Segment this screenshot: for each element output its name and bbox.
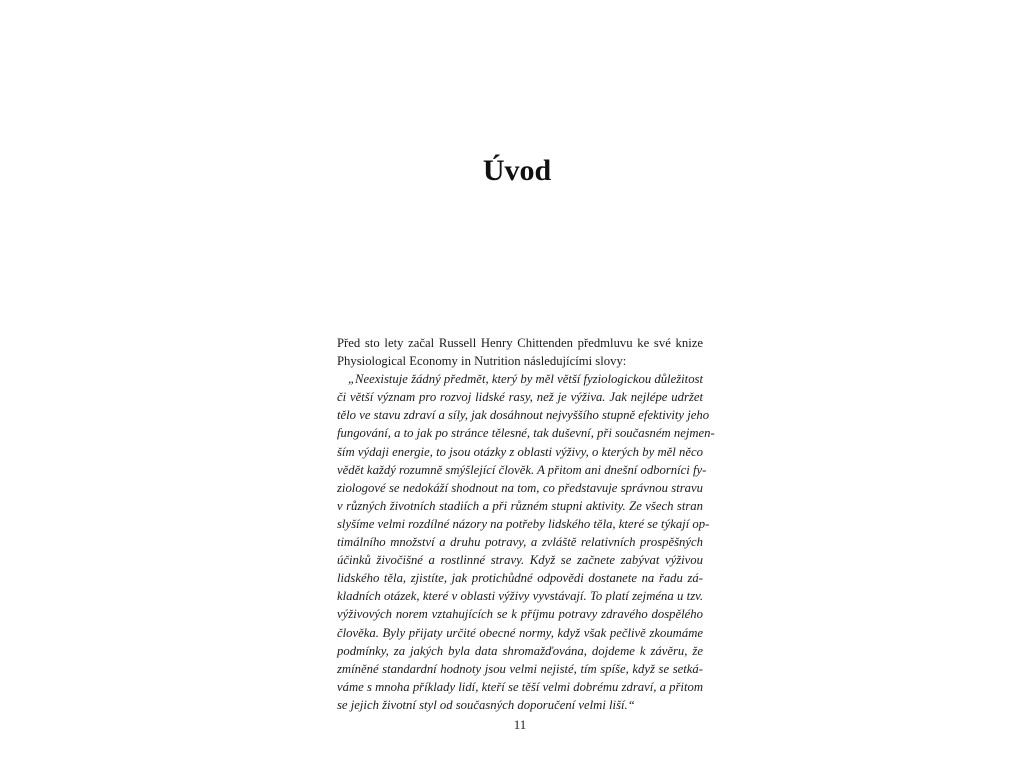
quote-line: slyšíme velmi rozdílné názory na potřeby lidského těla, které se týkají op- [337, 516, 710, 531]
intro-line: Physiological Economy in Nutrition následujícími slovy: [337, 354, 627, 369]
chapter-title: Úvod [482, 154, 552, 187]
quote-line: vědět každý rozumně smýšlející člověk. A přitom ani dnešní odborníci fy- [337, 462, 707, 477]
quote-line: timálního množství a druhu potravy, a zvláště relativních prospěšných [337, 535, 703, 550]
intro-line: Před sto lety začal Russell Henry Chittenden předmluvu ke své knize [337, 336, 703, 350]
quote-line: ším výdaji energie, to jsou otázky z oblasti výživy, o kterých by měl něco [337, 444, 703, 459]
quote-line: ziologové se nedokáží shodnout na tom, co představuje správnou stravu [337, 480, 703, 495]
quote-line: lidského těla, zjistíte, jak protichůdné odpovědi dostanete na řadu zá- [337, 571, 703, 586]
quote-line: se jejich životní styl od současných doporučení velmi liší.“ [337, 697, 635, 712]
quote-line: váme s mnoha příklady lidí, kteří se těší velmi dobrému zdraví, a přitom [337, 679, 703, 694]
quote-line: kladních otázek, které v oblasti výživy vyvstávají. To platí zejména u tzv. [337, 589, 703, 604]
quote-line: zmíněné standardní hodnoty jsou velmi nejisté, tím spíše, když se setká- [337, 661, 703, 676]
quote-line: podmínky, za jakých byla data shromažďována, dojdeme k závěru, že [337, 643, 703, 658]
quote-line: výživových norem vztahujících se k příjmu potravy zdravého dospělého [337, 607, 703, 622]
page-number: 11 [513, 717, 527, 732]
body-text [337, 334, 715, 714]
quote-line: účinků živočišné a rostlinné stravy. Když se začnete zabývat výživou [337, 553, 703, 568]
quote-paragraph [337, 370, 715, 714]
quote-line: či větší význam pro rozvoj lidské rasy, než je výživa. Jak nejlépe udržet [337, 390, 703, 405]
quote-line: tělo ve stavu zdraví a síly, jak dosáhnout nejvyššího stupně efektivity jeho [337, 408, 710, 423]
intro-paragraph [337, 334, 703, 370]
quote-line: v různých životních stadiích a při různém stupni aktivity. Ze všech stran [337, 498, 703, 513]
quote-line: „Neexistuje žádný předmět, který by měl větší fyziologickou důležitost [348, 372, 703, 387]
quote-line: člověka. Byly přijaty určité obecné normy, když však pečlivě zkoumáme [337, 625, 703, 640]
quote-line: fungování, a to jak po stránce tělesné, tak duševní, při současném nejmen- [337, 426, 715, 441]
